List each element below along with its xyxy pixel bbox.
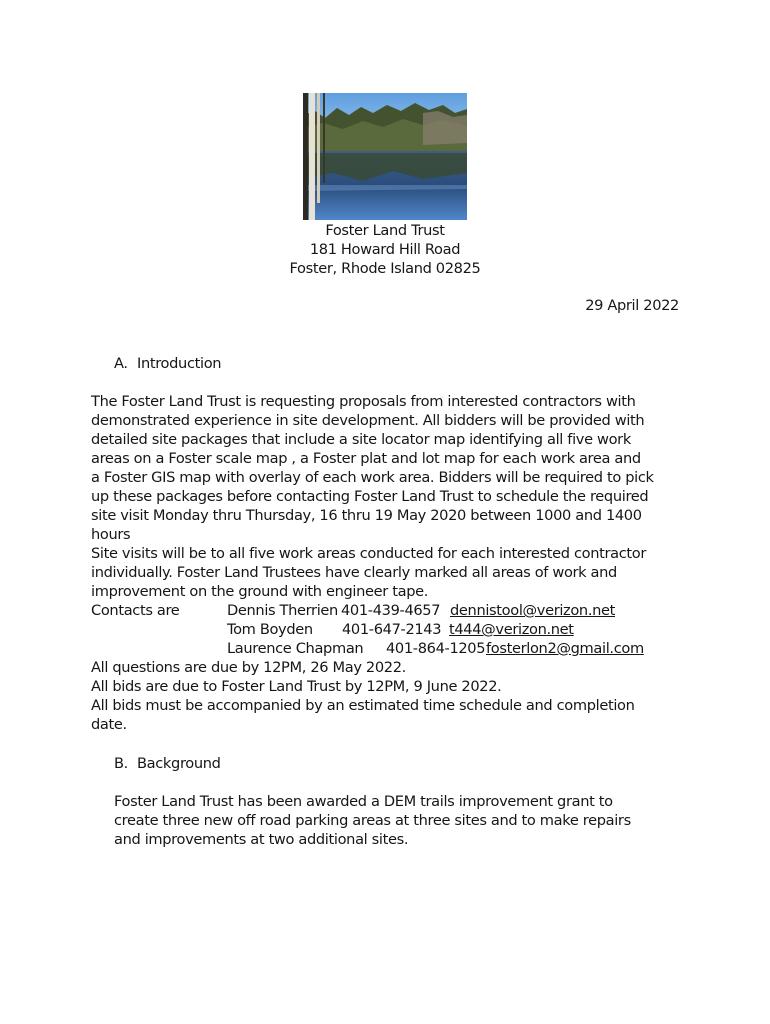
intro-line: detailed site packages that include a site locator map identifying all five work [91,431,631,448]
intro-line: up these packages before contacting Foster Land Trust to schedule the required [91,488,649,505]
address-line-1: 181 Howard Hill Road [309,241,461,258]
contact-email-link[interactable]: fosterlon2@gmail.com [486,640,644,657]
contact-email-link[interactable]: dennistool@verizon.net [450,602,616,619]
intro-line: hours [91,526,131,543]
intro-line: The Foster Land Trust is requesting proposals from interested contractors with [91,393,636,410]
intro-line: demonstrated experience in site development. All bidders will be provided with [91,412,645,429]
background-line: Foster Land Trust has been awarded a DEM trails improvement grant to [114,793,613,810]
background-line: and improvements at two additional sites. [114,831,409,848]
intro-line: a Foster GIS map with overlay of each work area. Bidders will be required to pick [91,469,654,486]
contact-phone: 401-864-1205 [386,640,486,657]
contact-name: Tom Boyden [227,621,313,638]
closing-line: date. [91,716,127,733]
section-a-heading [114,354,221,373]
contact-phone: 401-647-2143 [342,621,442,638]
intro-line: areas on a Foster scale map , a Foster plat and lot map for each work area and [91,450,641,467]
section-b-heading [114,754,221,773]
closing-line: All bids are due to Foster Land Trust by 12PM, 9 June 2022. [91,678,502,695]
section-a-title: Introduction [137,355,222,372]
closing-line: All bids must be accompanied by an estimated time schedule and completion [91,697,635,714]
contact-name: Laurence Chapman [227,640,364,657]
contacts-label: Contacts are [91,602,180,619]
introduction-paragraph [91,392,691,734]
contact-row [91,620,691,639]
contact-email-link[interactable]: t444@verizon.net [449,621,574,638]
intro-line: site visit Monday thru Thursday, 16 thru 19 May 2020 between 1000 and 1400 [91,507,642,524]
background-paragraph [114,792,674,849]
section-b-title: Background [137,755,221,772]
pond-photo [303,93,467,220]
background-line: create three new off road parking areas at three sites and to make repairs [114,812,631,829]
section-b-letter: B. [114,755,128,772]
contact-name: Dennis Therrien [227,602,338,619]
closing-line: All questions are due by 12PM, 26 May 2022. [91,659,406,676]
address-line-2: Foster, Rhode Island 02825 [289,260,481,277]
org-name: Foster Land Trust [325,222,445,239]
contact-row [91,639,691,658]
document-date: 29 April 2022 [585,297,679,314]
contact-phone: 401-439-4657 [341,602,441,619]
section-a-letter: A. [114,355,128,372]
contact-row [91,601,691,620]
intro-line: individually. Foster Land Trustees have clearly marked all areas of work and [91,564,617,581]
intro-line: improvement on the ground with engineer tape. [91,583,429,600]
intro-line: Site visits will be to all five work areas conducted for each interested contractor [91,545,646,562]
